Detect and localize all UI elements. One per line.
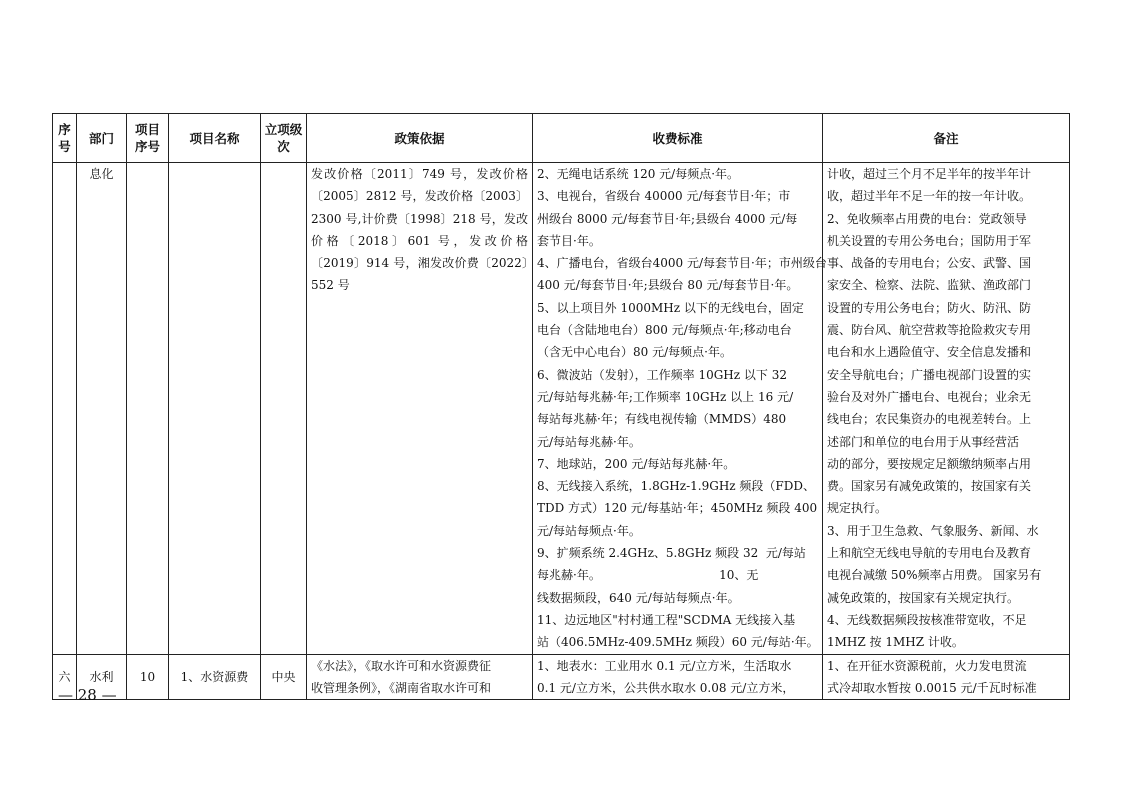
header-standard: 收费标准 (533, 114, 823, 163)
standard-line: 400 元/每套节目·年;县级台 80 元/每套节目·年。 (537, 278, 799, 293)
header-item-name: 项目名称 (169, 114, 261, 163)
note-line: 1、在开征水资源税前，火力发电贯流 (827, 658, 1027, 673)
policy-line: 《水法》，《取水许可和水资源费征 (311, 658, 492, 673)
item-name-cell (169, 163, 261, 655)
policy-line: 收管理条例》，《湖南省取水许可和 (311, 680, 492, 695)
standard-cell (533, 163, 827, 655)
policy-cell: 发改价格〔2011〕749 号，发改价格〔2005〕2812 号，发改价格〔2003〕2300 号,计价费〔1998〕218 号，发改价格〔2018〕601 号，发改价格〔2019〕914 号，湘发改价费〔2022〕552 号 (307, 163, 533, 655)
standard-line: 线数据频段，640 元/每站每频点·年。 (537, 590, 740, 605)
note-line: 减免政策的，按国家有关规定执行。 (827, 590, 1020, 605)
item-seq-cell: 10 (127, 654, 169, 699)
note-cell (823, 654, 1070, 699)
item-name-cell: 1、水资源费 (169, 654, 261, 699)
note-line: 设置的专用公务电台；防火、防汛、防 (827, 300, 1032, 315)
policy-cell (307, 654, 533, 699)
note-line: 2、免收频率占用费的电台：党政领导 (827, 211, 1027, 226)
dept-cell: 水利 (77, 654, 127, 699)
header-policy: 政策依据 (307, 114, 533, 163)
standard-line: 11、边远地区"村村通工程"SCDMA 无线接入基 (537, 612, 796, 627)
note-line: 4、无线数据频段按核准带宽收，不足 (827, 612, 1027, 627)
seq-cell: 六 (53, 654, 77, 699)
note-line: 规定执行。 (827, 501, 888, 516)
note-line: 计收，超过三个月不足半年的按半年计 (827, 167, 1032, 181)
note-line: 式冷却取水暂按 0.0015 元/千瓦时标准 (827, 680, 1037, 695)
note-line: 述部门和单位的电台用于从事经营活 (827, 434, 1020, 449)
standard-cell (533, 654, 823, 699)
standard-line: 元/每站每频点·年。 (537, 523, 641, 538)
standard-line: 0.1 元/立方米，公共供水取水 0.08 元/立方米， (537, 680, 795, 695)
table-row (53, 163, 1070, 655)
standard-line: TDD 方式）120 元/每基站·年；450MHz 频段 400 (537, 501, 818, 516)
note-line: 收，超过半年不足一年的按一年计收。 (827, 189, 1032, 204)
fee-table (52, 113, 1070, 700)
standard-line: 套节目·年。 (537, 233, 601, 248)
standard-line: 站（406.5MHz-409.5MHz 频段）60 元/每站·年。 (537, 635, 819, 650)
header-note: 备注 (823, 114, 1070, 163)
note-line: 费。国家另有减免政策的，按国家有关 (827, 479, 1032, 494)
standard-line: 电台（含陆地电台）800 元/每频点·年;移动电台 (537, 323, 792, 338)
standard-line: 州级台 8000 元/每套节目·年;县级台 4000 元/每 (537, 211, 798, 226)
header-row (53, 114, 1070, 163)
standard-line: 4、广播电台，省级台4000 元/每套节目·年；市州级台 (537, 256, 827, 271)
standard-line: 2、无绳电话系统 120 元/每频点·年。 (537, 167, 740, 181)
note-line: 安全导航电台；广播电视部门设置的实 (827, 367, 1032, 382)
standard-line: 3、电视台，省级台 40000 元/每套节目·年；市 (537, 189, 791, 204)
note-line: 验台及对外广播电台、电视台；业余无 (827, 389, 1032, 404)
level-cell: 中央 (261, 654, 307, 699)
note-cell (823, 163, 1070, 655)
standard-line: 6、微波站（发射），工作频率 10GHz 以下 32 (537, 367, 787, 382)
dept-cell: 息化 (77, 163, 127, 655)
standard-line: （含无中心电台）80 元/每频点·年。 (537, 345, 732, 360)
note-line: 电台和水上遇险值守、安全信息发播和 (827, 345, 1032, 360)
note-line: 电视台减缴 50%频率占用费。 国家另有 (827, 568, 1042, 583)
standard-line: 每站每兆赫·年；有线电视传输（MMDS）480 (537, 412, 787, 427)
header-item-seq: 项目序号 (127, 114, 169, 163)
note-line: 动的部分，要按规定足额缴纳频率占用 (827, 456, 1032, 471)
page-number: — 28 — (58, 686, 117, 704)
note-line: 机关设置的专用公务电台；国防用于军 (827, 233, 1032, 248)
level-cell (261, 163, 307, 655)
header-level: 立项级次 (261, 114, 307, 163)
standard-line: 7、地球站，200 元/每站每兆赫·年。 (537, 456, 736, 471)
note-line: 事、战备的专用电台；公安、武警、国 (827, 256, 1032, 271)
note-line: 3、用于卫生急救、气象服务、新闻、水 (827, 523, 1039, 538)
note-line: 线电台；农民集资办的电视差转台。上 (827, 412, 1032, 427)
table-row (53, 654, 1070, 699)
standard-line: 8、无线接入系统，1.8GHz-1.9GHz 频段（FDD、 (537, 479, 815, 494)
note-line: 家安全、检察、法院、监狱、渔政部门 (827, 278, 1032, 293)
note-line: 震、防台风、航空营救等抢险救灾专用 (827, 323, 1032, 338)
header-seq: 序号 (53, 114, 77, 163)
note-line: 1MHZ 按 1MHZ 计收。 (827, 635, 964, 650)
standard-line: 1、地表水：工业用水 0.1 元/立方米，生活取水 (537, 658, 792, 673)
item-seq-cell (127, 163, 169, 655)
seq-cell (53, 163, 77, 655)
standard-line: 元/每站每兆赫·年;工作频率 10GHz 以上 16 元/ (537, 389, 794, 404)
standard-line: 9、扩频系统 2.4GHz、5.8GHz 频段 32 元/每站 (537, 546, 806, 561)
standard-line: 每兆赫·年。 10、无 (537, 568, 759, 583)
note-line: 上和航空无线电导航的专用电台及教育 (827, 546, 1032, 561)
standard-line: 5、以上项目外 1000MHz 以下的无线电台，固定 (537, 300, 804, 315)
header-dept: 部门 (77, 114, 127, 163)
standard-line: 元/每站每兆赫·年。 (537, 434, 641, 449)
